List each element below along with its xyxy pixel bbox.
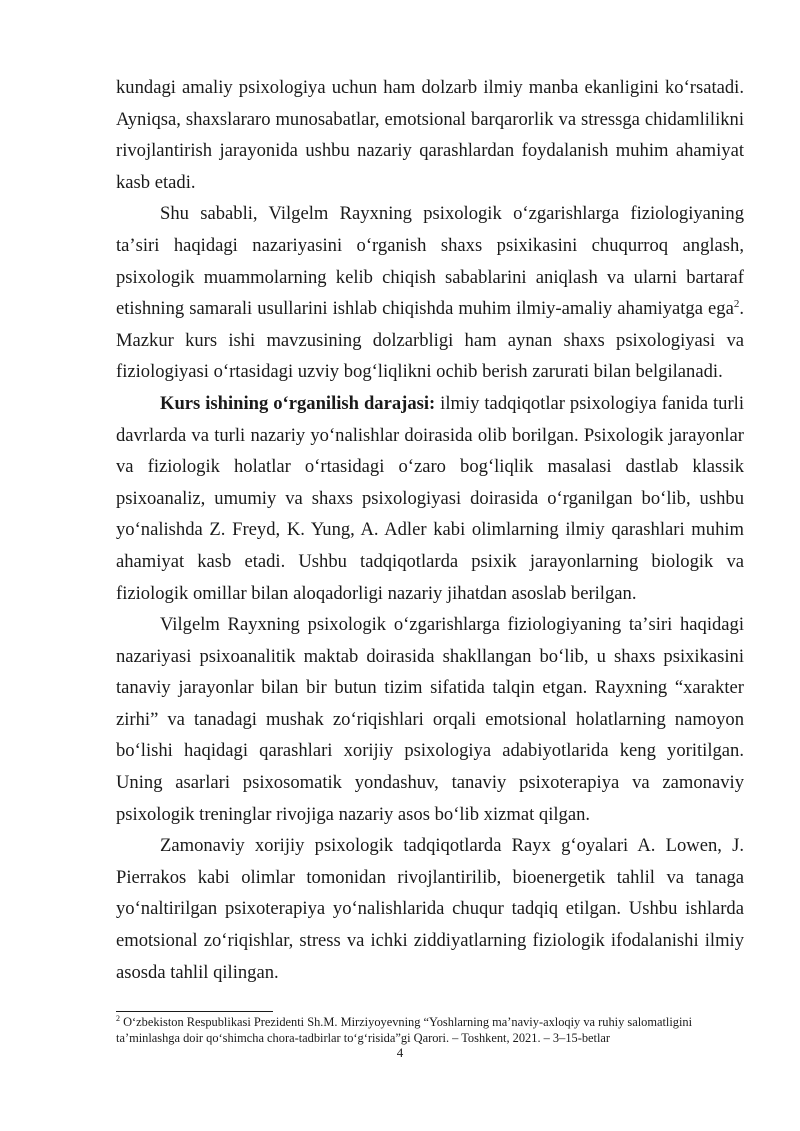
paragraph-2-tail: . Mazkur kurs ishi mavzusining dolzarbligi ham aynan shaxs psixologiyasi va fiziologiyasi oʻrtasidagi uzviy bogʻliqlikni ochib berish zarurati bilan belgilanadi. (116, 298, 744, 383)
document-body (116, 72, 744, 988)
footnote-text: Oʻzbekiston Respublikasi Prezidenti Sh.M. Mirziyoyevning “Yoshlarning maʼnaviy-axloqiy va ruhiy salomatligini taʼminlashga doir qoʻshimcha chora-tadbirlar toʻgʻrisida”gi Qarori. – Toshkent, 2021. – 3–15-betlar (116, 1015, 693, 1045)
footnote (116, 1015, 744, 1046)
section-heading-inline: Kurs ishining oʻrganilish darajasi: (160, 392, 436, 414)
footnote-separator (116, 1011, 273, 1012)
footnote-reference[interactable]: 2 (733, 297, 740, 310)
paragraph-3 (116, 388, 744, 609)
paragraph-4: Vilgelm Rayxning psixologik oʻzgarishlarga fiziologiyaning taʼsiri haqidagi nazariyasi psixoanalitik maktab doirasida shakllangan boʻlib, u shaxs psixikasini tanaviy jarayonlar bilan bir butun tizim sifatida talqin etgan. Rayxning “xarakter zirhi” va tanadagi mushak zoʻriqishlari orqali emotsional holatlarning namoyon boʻlishi haqidagi qarashlari xorijiy psixologiya adabiyotlarida keng yoritilgan. Uning asarlari psixosomatik yondashuv, tanaviy psixoterapiya va zamonaviy psixologik treninglar rivojiga nazariy asos boʻlib xizmat qilgan. (116, 614, 744, 825)
paragraph-2 (116, 198, 744, 388)
paragraph-1: kundagi amaliy psixologiya uchun ham dolzarb ilmiy manba ekanligini koʻrsatadi. Ayniqsa, shaxslararo munosabatlar, emotsional barqarorlik va stressga chidamlilikni rivojlantirish jarayonida ushbu nazariy qarashlardan foydalanish muhim ahamiyat kasb etadi. (116, 77, 744, 193)
footnote-number: 2 (116, 1013, 120, 1023)
paragraph-5: Zamonaviy xorijiy psixologik tadqiqotlarda Rayx gʻoyalari A. Lowen, J. Pierrakos kabi olimlar tomonidan rivojlantirilib, bioenergetik tahlil va tanaga yoʻnaltirilgan psixoterapiya yoʻnalishlarida chuqur tadqiq etilgan. Ushbu ishlarda emotsional zoʻriqishlar, stress va ichki ziddiyatlarning fiziologik ifodalanishi ilmiy asosda tahlil qilingan. (116, 835, 744, 983)
paragraph-3-text: ilmiy tadqiqotlar psixologiya fanida turli davrlarda va turli nazariy yoʻnalishlar doirasida olib borilgan. Psixologik jarayonlar va fiziologik holatlar oʻrtasidagi oʻzaro bogʻliqlik masalasi dastlab klassik psixoanaliz, umumiy va shaxs psixologiyasi doirasida oʻrganilgan boʻlib, ushbu yoʻnalishda Z. Freyd, K. Yung, A. Adler kabi olimlarning ilmiy qarashlari muhim ahamiyat kasb etadi. Ushbu tadqiqotlarda psixik jarayonlarning biologik va fiziologik omillar bilan aloqadorligi nazariy jihatdan asoslab berilgan. (116, 392, 745, 604)
paragraph-2-text: Shu sababli, Vilgelm Rayxning psixologik oʻzgarishlarga fiziologiyaning taʼsiri haqidagi nazariyasini oʻrganish shaxs psixikasini chuqurroq anglash, psixologik muammolarning kelib chiqish sabablarini aniqlash va ularni bartaraf etishning samarali usullarini ishlab chiqishda muhim ilmiy-amaliy ahamiyatga ega (116, 203, 744, 320)
page-number: 4 (396, 1045, 404, 1060)
